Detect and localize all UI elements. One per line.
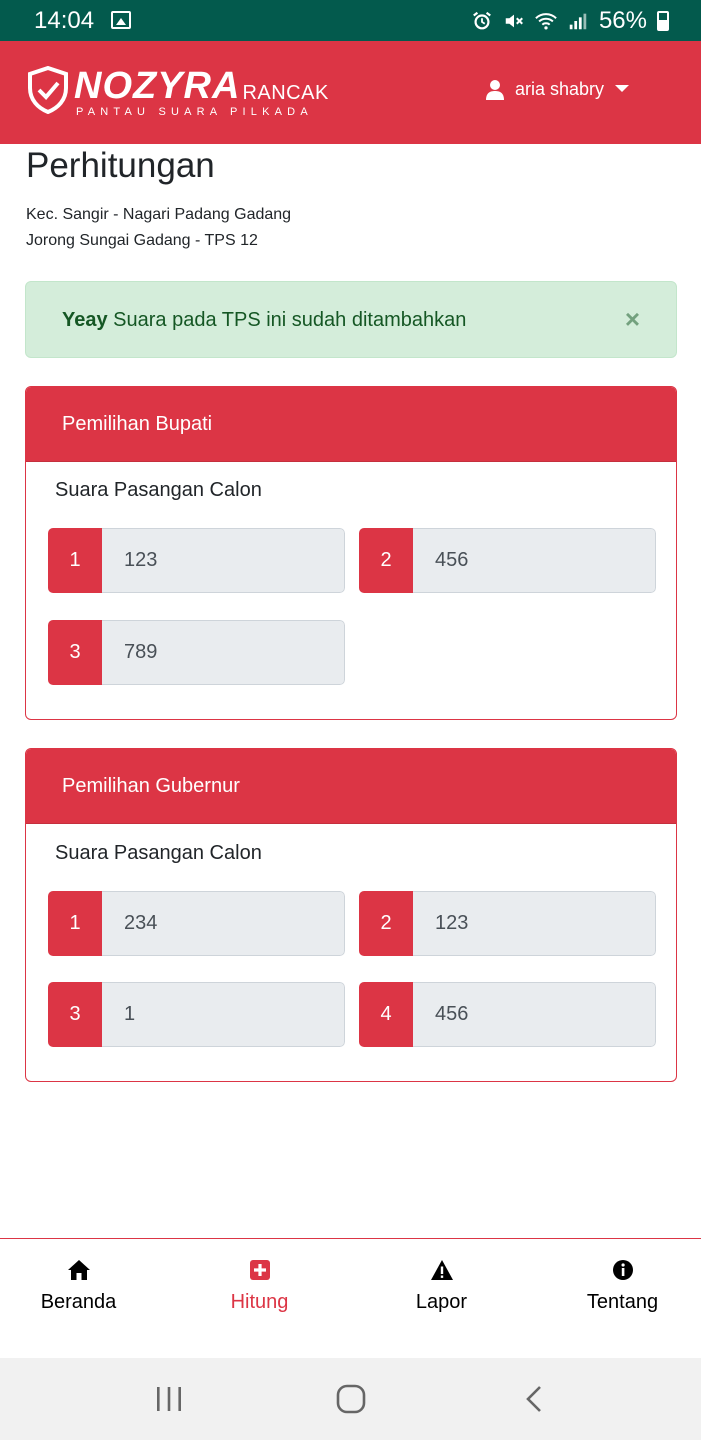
candidate-number: 3: [48, 982, 102, 1047]
candidate-number: 2: [359, 891, 413, 956]
close-icon[interactable]: ×: [624, 304, 640, 334]
plus-square-icon: [248, 1259, 272, 1281]
vote-count-field[interactable]: 456: [413, 528, 656, 593]
status-time: 14:04: [34, 7, 95, 34]
nav-label: Hitung: [230, 1291, 289, 1313]
mute-icon: [503, 10, 525, 32]
signal-icon: [567, 10, 589, 32]
nav-label: Beranda: [40, 1291, 117, 1313]
alert-strong: Yeay: [62, 309, 108, 331]
alert-message: Suara pada TPS ini sudah ditambahkan: [113, 309, 467, 331]
nav-item-beranda[interactable]: [0, 1239, 166, 1358]
chevron-down-icon: [615, 85, 629, 92]
battery-percent: 56%: [598, 7, 647, 34]
status-icons: [471, 6, 669, 36]
info-icon: [611, 1259, 635, 1281]
home-icon: [67, 1259, 91, 1281]
warning-icon: [430, 1259, 454, 1281]
candidate-number: 2: [359, 528, 413, 593]
vote-count-field[interactable]: 456: [413, 982, 656, 1047]
bottom-nav: [0, 1238, 701, 1358]
shield-check-icon: [26, 66, 70, 114]
user-icon: [486, 80, 504, 100]
nav-item-hitung[interactable]: [172, 1239, 347, 1358]
card-subtitle: Suara Pasangan Calon: [55, 479, 262, 501]
candidate-number: 1: [48, 528, 102, 593]
location-kecamatan: Kec. Sangir - Nagari Padang Gadang: [26, 206, 292, 223]
vote-count-field[interactable]: 123: [102, 528, 345, 593]
candidate-vote-group: [48, 528, 345, 593]
page-title: Perhitungan: [26, 146, 215, 185]
system-nav-bar: [0, 1358, 701, 1440]
candidate-number: 4: [359, 982, 413, 1047]
card-header-gubernur: Pemilihan Gubernur: [26, 749, 676, 824]
app-logo[interactable]: [26, 66, 329, 126]
location-tps: Jorong Sungai Gadang - TPS 12: [26, 232, 258, 249]
vote-count-field[interactable]: 123: [413, 891, 656, 956]
candidate-vote-group: [359, 528, 656, 593]
card-header-bupati: Pemilihan Bupati: [26, 387, 676, 462]
brand-sub: RANCAK: [242, 82, 329, 104]
brand-tagline: PANTAU SUARA PILKADA: [76, 106, 313, 118]
vote-count-field[interactable]: 234: [102, 891, 345, 956]
app-header: [0, 41, 701, 144]
user-menu-dropdown[interactable]: [486, 79, 629, 100]
candidate-number: 3: [48, 620, 102, 685]
back-icon[interactable]: [516, 1384, 552, 1414]
home-button-icon[interactable]: [333, 1384, 369, 1414]
vote-count-field[interactable]: 789: [102, 620, 345, 685]
gallery-notification-icon: [111, 11, 131, 29]
candidate-number: 1: [48, 891, 102, 956]
nav-label: Lapor: [415, 1291, 468, 1313]
nav-label: Tentang: [586, 1291, 659, 1313]
recent-apps-icon[interactable]: [151, 1384, 187, 1414]
candidate-vote-group: [359, 982, 656, 1047]
alarm-icon: [471, 10, 493, 32]
card-subtitle: Suara Pasangan Calon: [55, 842, 262, 864]
user-name: aria shabry: [515, 79, 605, 99]
card-bupati: [25, 386, 677, 720]
brand-name: NOZYRA: [74, 65, 241, 107]
success-alert: [25, 281, 677, 358]
wifi-icon: [535, 10, 557, 32]
card-gubernur: [25, 748, 677, 1082]
alert-text: [62, 309, 466, 332]
candidate-vote-group: [48, 620, 345, 685]
status-bar: [0, 0, 701, 41]
nav-item-tentang[interactable]: [535, 1239, 701, 1358]
battery-icon: [657, 11, 669, 31]
candidate-vote-group: [359, 891, 656, 956]
candidate-vote-group: [48, 891, 345, 956]
nav-item-lapor[interactable]: [354, 1239, 529, 1358]
candidate-vote-group: [48, 982, 345, 1047]
vote-count-field[interactable]: 1: [102, 982, 345, 1047]
